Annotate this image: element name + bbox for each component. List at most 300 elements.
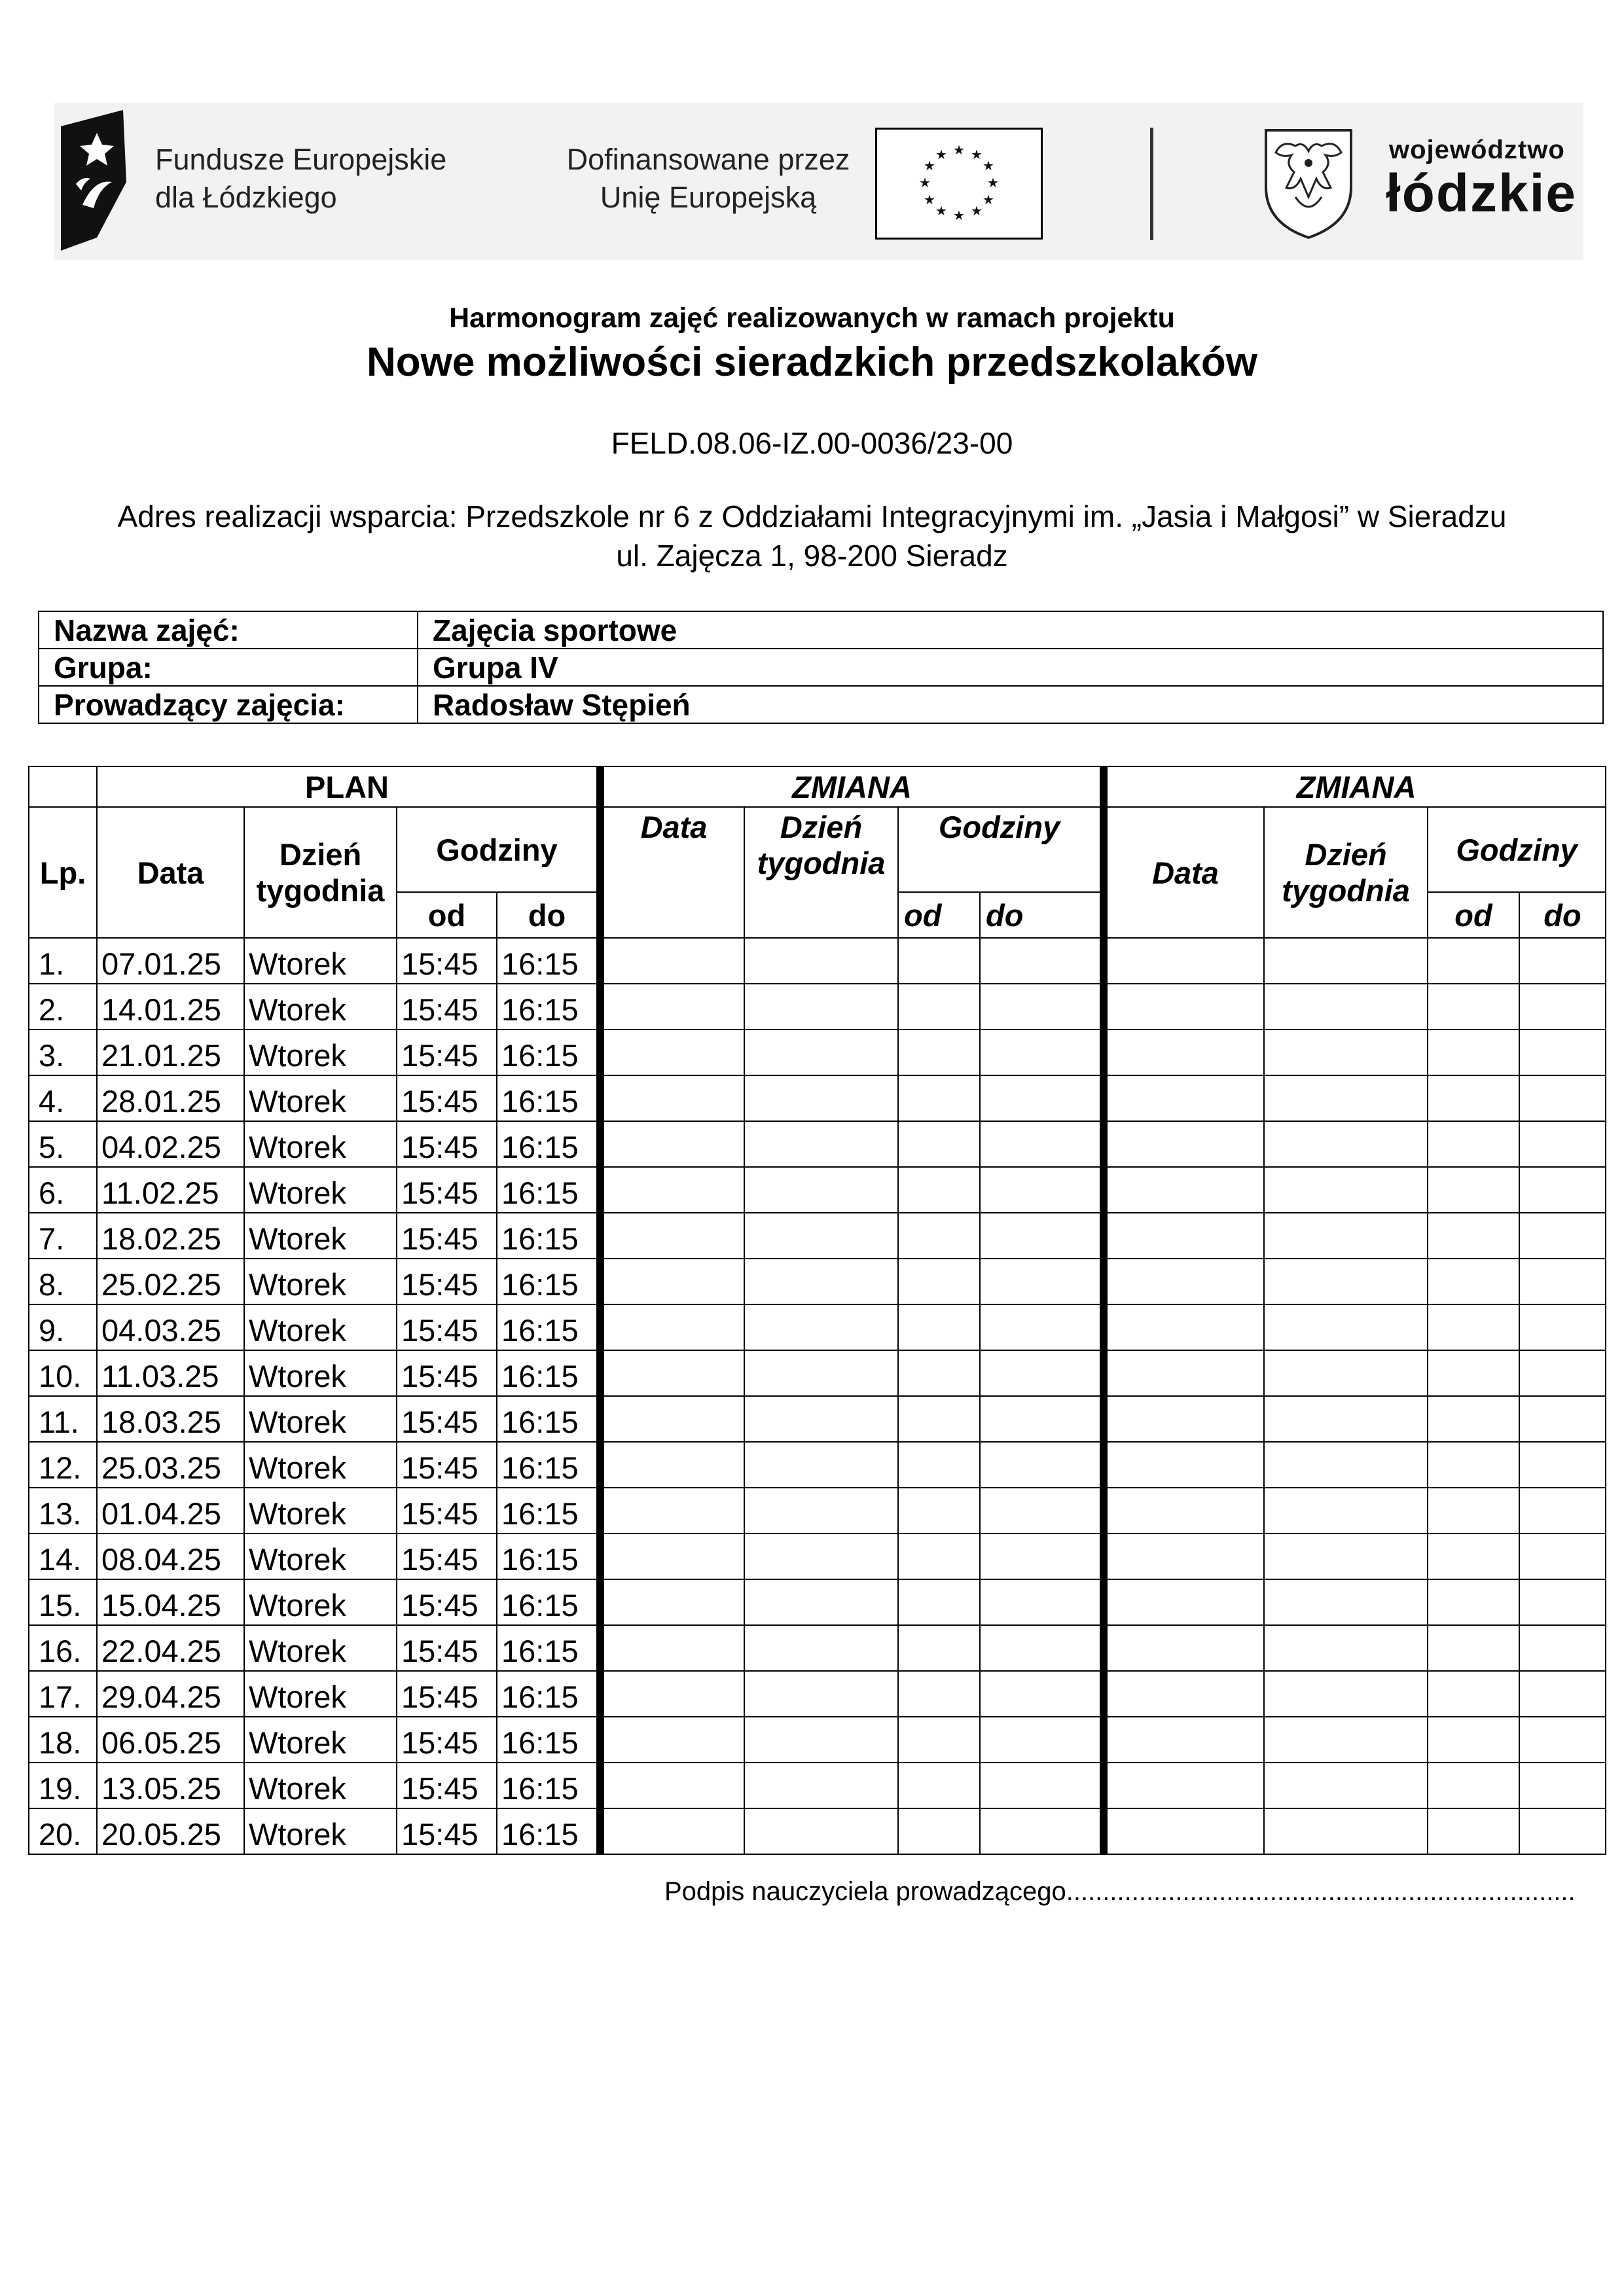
zmiana1-day-cell	[744, 1030, 898, 1075]
svg-text:★: ★	[919, 175, 931, 190]
svg-text:★: ★	[935, 147, 947, 162]
zmiana1-to-cell	[980, 1304, 1104, 1350]
zmiana1-from-cell	[898, 1671, 980, 1717]
lp-cell: 20.	[29, 1808, 97, 1854]
date-cell: 14.01.25	[97, 984, 244, 1030]
date-cell: 11.02.25	[97, 1167, 244, 1213]
document-subtitle: Harmonogram zajęć realizowanych w ramach projektu	[449, 302, 1175, 334]
zmiana2-day-cell	[1264, 1671, 1428, 1717]
zmiana1-to-cell	[980, 1488, 1104, 1534]
zmiana1-to-cell	[980, 1717, 1104, 1763]
zmiana2-to-cell	[1519, 1671, 1606, 1717]
zmiana1-to-header: do	[980, 892, 1104, 938]
schedule-subheader-row	[29, 807, 1606, 892]
zmiana1-day-cell	[744, 1625, 898, 1671]
zmiana1-to-cell	[980, 1396, 1104, 1442]
zmiana1-day-cell	[744, 1763, 898, 1808]
svg-text:★: ★	[953, 142, 965, 158]
zmiana2-to-cell	[1519, 1121, 1606, 1167]
zmiana1-day-cell	[744, 1213, 898, 1259]
zmiana1-day-cell	[744, 1396, 898, 1442]
schedule-row	[29, 1213, 1606, 1259]
zmiana2-from-cell	[1428, 1167, 1519, 1213]
date-cell: 29.04.25	[97, 1671, 244, 1717]
to-cell: 16:15	[497, 1121, 600, 1167]
schedule-body	[29, 938, 1606, 1854]
zmiana1-day-cell	[744, 1304, 898, 1350]
zmiana2-to-cell	[1519, 1350, 1606, 1396]
zmiana1-from-header: od	[898, 892, 980, 938]
zmiana1-date-cell	[600, 1259, 744, 1304]
zmiana2-from-cell	[1428, 1488, 1519, 1534]
lp-cell: 1.	[29, 938, 97, 984]
zmiana1-to-cell	[980, 1259, 1104, 1304]
from-cell: 15:45	[397, 984, 497, 1030]
zmiana1-day-cell	[744, 1671, 898, 1717]
svg-text:★: ★	[924, 158, 935, 173]
lp-cell: 2.	[29, 984, 97, 1030]
zmiana1-date-cell	[600, 1717, 744, 1763]
info-value: Radosław Stępień	[418, 686, 1603, 723]
zmiana1-date-cell	[600, 1625, 744, 1671]
eu-flag-icon	[875, 128, 1043, 240]
zmiana2-day-cell	[1264, 1350, 1428, 1396]
fundusze-europejskie-text: Fundusze Europejskie dla Łódzkiego	[155, 143, 447, 214]
project-reference: FELD.08.06-IZ.00-0036/23-00	[611, 426, 1013, 460]
day-cell: Wtorek	[244, 1717, 397, 1763]
zmiana2-date-header: Data	[1104, 807, 1264, 938]
schedule-row	[29, 1121, 1606, 1167]
zmiana2-day-cell	[1264, 1167, 1428, 1213]
lp-cell: 7.	[29, 1213, 97, 1259]
from-cell: 15:45	[397, 938, 497, 984]
zmiana1-to-cell	[980, 1534, 1104, 1579]
zmiana1-to-cell	[980, 1671, 1104, 1717]
zmiana2-to-cell	[1519, 938, 1606, 984]
zmiana2-date-cell	[1104, 1259, 1264, 1304]
zmiana2-day-cell	[1264, 1579, 1428, 1625]
zmiana2-from-cell	[1428, 1671, 1519, 1717]
plan-to-header: do	[497, 892, 600, 938]
from-cell: 15:45	[397, 1121, 497, 1167]
schedule-row	[29, 1671, 1606, 1717]
logo-divider	[1150, 128, 1153, 240]
zmiana2-from-cell	[1428, 1534, 1519, 1579]
zmiana1-from-cell	[898, 1625, 980, 1671]
info-label: Nazwa zajęć:	[39, 611, 418, 649]
zmiana1-to-cell	[980, 938, 1104, 984]
zmiana2-from-cell	[1428, 1808, 1519, 1854]
svg-text:★: ★	[935, 203, 947, 219]
date-cell: 18.02.25	[97, 1213, 244, 1259]
zmiana1-from-cell	[898, 1030, 980, 1075]
day-cell: Wtorek	[244, 1304, 397, 1350]
schedule-row	[29, 1808, 1606, 1854]
zmiana2-from-cell	[1428, 1396, 1519, 1442]
zmiana1-date-cell	[600, 1671, 744, 1717]
day-cell: Wtorek	[244, 1534, 397, 1579]
to-cell: 16:15	[497, 1030, 600, 1075]
zmiana2-date-cell	[1104, 984, 1264, 1030]
zmiana2-day-header: Dzień tygodnia	[1264, 807, 1428, 938]
day-cell: Wtorek	[244, 1579, 397, 1625]
to-cell: 16:15	[497, 1625, 600, 1671]
schedule-row	[29, 1534, 1606, 1579]
zmiana1-date-cell	[600, 1579, 744, 1625]
date-cell: 28.01.25	[97, 1075, 244, 1121]
zmiana2-to-cell	[1519, 1304, 1606, 1350]
svg-text:★: ★	[983, 158, 994, 173]
schedule-row	[29, 1304, 1606, 1350]
from-cell: 15:45	[397, 1534, 497, 1579]
zmiana2-date-cell	[1104, 1121, 1264, 1167]
zmiana1-date-cell	[600, 984, 744, 1030]
zmiana1-to-cell	[980, 1167, 1104, 1213]
schedule-row	[29, 1030, 1606, 1075]
zmiana1-day-cell	[744, 1534, 898, 1579]
day-cell: Wtorek	[244, 1213, 397, 1259]
date-cell: 08.04.25	[97, 1534, 244, 1579]
zmiana2-to-cell	[1519, 1579, 1606, 1625]
zmiana2-from-cell	[1428, 1030, 1519, 1075]
to-cell: 16:15	[497, 1259, 600, 1304]
day-cell: Wtorek	[244, 1350, 397, 1396]
zmiana1-from-cell	[898, 1350, 980, 1396]
schedule-row	[29, 1396, 1606, 1442]
lp-cell: 15.	[29, 1579, 97, 1625]
zmiana2-date-cell	[1104, 1396, 1264, 1442]
from-cell: 15:45	[397, 1625, 497, 1671]
zmiana1-to-cell	[980, 1075, 1104, 1121]
zmiana2-from-cell	[1428, 1579, 1519, 1625]
day-cell: Wtorek	[244, 1625, 397, 1671]
schedule-header-row	[29, 766, 1606, 807]
zmiana2-day-cell	[1264, 1304, 1428, 1350]
date-cell: 22.04.25	[97, 1625, 244, 1671]
schedule-row	[29, 1763, 1606, 1808]
zmiana2-from-cell	[1428, 984, 1519, 1030]
zmiana2-day-cell	[1264, 1396, 1428, 1442]
zmiana2-day-cell	[1264, 1121, 1428, 1167]
plan-day-header: Dzień tygodnia	[244, 807, 397, 938]
zmiana2-from-cell	[1428, 1213, 1519, 1259]
to-cell: 16:15	[497, 1488, 600, 1534]
zmiana2-from-cell	[1428, 1717, 1519, 1763]
day-cell: Wtorek	[244, 1259, 397, 1304]
zmiana1-from-cell	[898, 1763, 980, 1808]
date-cell: 13.05.25	[97, 1763, 244, 1808]
zmiana1-to-cell	[980, 1213, 1104, 1259]
from-cell: 15:45	[397, 1579, 497, 1625]
lp-cell: 10.	[29, 1350, 97, 1396]
zmiana2-hours-header: Godziny	[1428, 807, 1606, 892]
zmiana2-day-cell	[1264, 1259, 1428, 1304]
from-cell: 15:45	[397, 1488, 497, 1534]
from-cell: 15:45	[397, 1030, 497, 1075]
schedule-row	[29, 938, 1606, 984]
info-label: Grupa:	[39, 649, 418, 686]
zmiana2-from-header: od	[1428, 892, 1519, 938]
zmiana1-from-cell	[898, 1717, 980, 1763]
zmiana1-from-cell	[898, 1167, 980, 1213]
lp-cell: 17.	[29, 1671, 97, 1717]
info-row	[39, 649, 1603, 686]
header-blank-cell	[29, 766, 97, 807]
day-cell: Wtorek	[244, 1808, 397, 1854]
zmiana1-day-cell	[744, 984, 898, 1030]
day-cell: Wtorek	[244, 1030, 397, 1075]
zmiana1-date-header: Data	[600, 807, 744, 938]
zmiana1-date-cell	[600, 1075, 744, 1121]
zmiana2-to-cell	[1519, 1213, 1606, 1259]
zmiana2-day-cell	[1264, 1534, 1428, 1579]
zmiana1-to-cell	[980, 1808, 1104, 1854]
to-cell: 16:15	[497, 1763, 600, 1808]
info-row	[39, 686, 1603, 723]
info-value: Grupa IV	[418, 649, 1603, 686]
to-cell: 16:15	[497, 1534, 600, 1579]
lp-cell: 13.	[29, 1488, 97, 1534]
class-info-table	[38, 611, 1604, 724]
zmiana2-to-cell	[1519, 984, 1606, 1030]
zmiana1-day-cell	[744, 938, 898, 984]
from-cell: 15:45	[397, 1442, 497, 1488]
zmiana2-from-cell	[1428, 1121, 1519, 1167]
zmiana1-from-cell	[898, 938, 980, 984]
date-cell: 06.05.25	[97, 1717, 244, 1763]
lp-cell: 18.	[29, 1717, 97, 1763]
date-cell: 01.04.25	[97, 1488, 244, 1534]
zmiana1-from-cell	[898, 1808, 980, 1854]
zmiana1-day-cell	[744, 1075, 898, 1121]
schedule-row	[29, 1488, 1606, 1534]
schedule-row	[29, 1259, 1606, 1304]
day-cell: Wtorek	[244, 984, 397, 1030]
zmiana1-day-cell	[744, 1442, 898, 1488]
zmiana1-date-cell	[600, 1350, 744, 1396]
zmiana2-from-cell	[1428, 1075, 1519, 1121]
from-cell: 15:45	[397, 1717, 497, 1763]
zmiana1-day-cell	[744, 1717, 898, 1763]
day-cell: Wtorek	[244, 1075, 397, 1121]
zmiana2-day-cell	[1264, 1075, 1428, 1121]
zmiana1-date-cell	[600, 1213, 744, 1259]
zmiana1-to-cell	[980, 1579, 1104, 1625]
from-cell: 15:45	[397, 1259, 497, 1304]
zmiana2-date-cell	[1104, 1625, 1264, 1671]
zmiana1-from-cell	[898, 984, 980, 1030]
schedule-row	[29, 1075, 1606, 1121]
zmiana2-from-cell	[1428, 1350, 1519, 1396]
zmiana2-to-cell	[1519, 1442, 1606, 1488]
zmiana2-to-cell	[1519, 1534, 1606, 1579]
lp-cell: 14.	[29, 1534, 97, 1579]
day-cell: Wtorek	[244, 1442, 397, 1488]
zmiana2-day-cell	[1264, 1488, 1428, 1534]
zmiana1-to-cell	[980, 1121, 1104, 1167]
address-line-2: ul. Zajęcza 1, 98-200 Sieradz	[616, 539, 1008, 573]
day-cell: Wtorek	[244, 1396, 397, 1442]
from-cell: 15:45	[397, 1671, 497, 1717]
lp-cell: 6.	[29, 1167, 97, 1213]
lp-header: Lp.	[29, 807, 97, 938]
day-cell: Wtorek	[244, 1121, 397, 1167]
zmiana2-date-cell	[1104, 1579, 1264, 1625]
zmiana2-date-cell	[1104, 1442, 1264, 1488]
zmiana2-day-cell	[1264, 938, 1428, 984]
zmiana2-from-cell	[1428, 1259, 1519, 1304]
zmiana2-to-cell	[1519, 1396, 1606, 1442]
zmiana1-date-cell	[600, 1167, 744, 1213]
schedule-row	[29, 1625, 1606, 1671]
lp-cell: 16.	[29, 1625, 97, 1671]
zmiana2-to-header: do	[1519, 892, 1606, 938]
to-cell: 16:15	[497, 1717, 600, 1763]
zmiana1-day-cell	[744, 1488, 898, 1534]
zmiana-header-1: ZMIANA	[600, 766, 1104, 807]
plan-from-header: od	[397, 892, 497, 938]
zmiana1-to-cell	[980, 1030, 1104, 1075]
zmiana2-from-cell	[1428, 1304, 1519, 1350]
zmiana2-day-cell	[1264, 984, 1428, 1030]
zmiana1-to-cell	[980, 1350, 1104, 1396]
lp-cell: 12.	[29, 1442, 97, 1488]
lodzkie-coat-of-arms-icon	[1259, 125, 1358, 246]
zmiana1-from-cell	[898, 1579, 980, 1625]
zmiana1-day-cell	[744, 1259, 898, 1304]
logo-strip	[54, 103, 1583, 260]
zmiana1-from-cell	[898, 1121, 980, 1167]
date-cell: 07.01.25	[97, 938, 244, 984]
zmiana2-date-cell	[1104, 1488, 1264, 1534]
zmiana2-date-cell	[1104, 1030, 1264, 1075]
day-cell: Wtorek	[244, 938, 397, 984]
plan-header: PLAN	[97, 766, 600, 807]
svg-text:★: ★	[953, 207, 965, 223]
zmiana2-to-cell	[1519, 1717, 1606, 1763]
from-cell: 15:45	[397, 1350, 497, 1396]
date-cell: 15.04.25	[97, 1579, 244, 1625]
zmiana2-to-cell	[1519, 1259, 1606, 1304]
zmiana2-date-cell	[1104, 1671, 1264, 1717]
schedule-row	[29, 1167, 1606, 1213]
zmiana1-date-cell	[600, 1304, 744, 1350]
svg-text:★: ★	[983, 192, 994, 207]
zmiana2-to-cell	[1519, 1625, 1606, 1671]
zmiana1-day-cell	[744, 1167, 898, 1213]
zmiana2-date-cell	[1104, 1075, 1264, 1121]
zmiana2-date-cell	[1104, 1534, 1264, 1579]
zmiana2-date-cell	[1104, 1763, 1264, 1808]
date-cell: 25.03.25	[97, 1442, 244, 1488]
svg-text:★: ★	[987, 175, 999, 190]
info-row	[39, 611, 1603, 649]
lp-cell: 8.	[29, 1259, 97, 1304]
from-cell: 15:45	[397, 1167, 497, 1213]
from-cell: 15:45	[397, 1808, 497, 1854]
to-cell: 16:15	[497, 1304, 600, 1350]
zmiana2-to-cell	[1519, 1488, 1606, 1534]
zmiana2-day-cell	[1264, 1763, 1428, 1808]
day-cell: Wtorek	[244, 1671, 397, 1717]
schedule-table	[28, 766, 1606, 1855]
day-cell: Wtorek	[244, 1167, 397, 1213]
zmiana1-from-cell	[898, 1259, 980, 1304]
date-cell: 04.02.25	[97, 1121, 244, 1167]
info-value: Zajęcia sportowe	[418, 611, 1603, 649]
zmiana2-from-cell	[1428, 1442, 1519, 1488]
zmiana2-to-cell	[1519, 1808, 1606, 1854]
zmiana1-date-cell	[600, 1121, 744, 1167]
zmiana1-date-cell	[600, 1534, 744, 1579]
zmiana1-from-cell	[898, 1442, 980, 1488]
zmiana2-date-cell	[1104, 938, 1264, 984]
schedule-row	[29, 1579, 1606, 1625]
to-cell: 16:15	[497, 1167, 600, 1213]
zmiana1-date-cell	[600, 1808, 744, 1854]
zmiana2-date-cell	[1104, 1213, 1264, 1259]
zmiana2-day-cell	[1264, 1808, 1428, 1854]
to-cell: 16:15	[497, 938, 600, 984]
zmiana2-date-cell	[1104, 1304, 1264, 1350]
date-cell: 20.05.25	[97, 1808, 244, 1854]
zmiana2-day-cell	[1264, 1213, 1428, 1259]
zmiana1-from-cell	[898, 1488, 980, 1534]
plan-hours-header: Godziny	[397, 807, 600, 892]
to-cell: 16:15	[497, 1075, 600, 1121]
zmiana1-day-cell	[744, 1350, 898, 1396]
fundusze-europejskie-logo-icon	[58, 107, 136, 260]
lp-cell: 11.	[29, 1396, 97, 1442]
zmiana1-date-cell	[600, 1030, 744, 1075]
wojewodztwo-text: województwo	[1389, 135, 1565, 164]
zmiana1-day-cell	[744, 1808, 898, 1854]
zmiana1-to-cell	[980, 1625, 1104, 1671]
to-cell: 16:15	[497, 984, 600, 1030]
date-cell: 25.02.25	[97, 1259, 244, 1304]
zmiana1-to-cell	[980, 1763, 1104, 1808]
day-cell: Wtorek	[244, 1488, 397, 1534]
to-cell: 16:15	[497, 1579, 600, 1625]
date-cell: 18.03.25	[97, 1396, 244, 1442]
zmiana2-date-cell	[1104, 1350, 1264, 1396]
to-cell: 16:15	[497, 1808, 600, 1854]
zmiana2-date-cell	[1104, 1717, 1264, 1763]
zmiana1-to-cell	[980, 1442, 1104, 1488]
zmiana2-to-cell	[1519, 1030, 1606, 1075]
zmiana2-from-cell	[1428, 1763, 1519, 1808]
day-cell: Wtorek	[244, 1763, 397, 1808]
zmiana1-date-cell	[600, 1488, 744, 1534]
from-cell: 15:45	[397, 1075, 497, 1121]
lp-cell: 3.	[29, 1030, 97, 1075]
zmiana1-from-cell	[898, 1075, 980, 1121]
to-cell: 16:15	[497, 1213, 600, 1259]
date-cell: 04.03.25	[97, 1304, 244, 1350]
zmiana2-to-cell	[1519, 1075, 1606, 1121]
from-cell: 15:45	[397, 1396, 497, 1442]
from-cell: 15:45	[397, 1304, 497, 1350]
schedule-row	[29, 1442, 1606, 1488]
zmiana1-day-header: Dzień tygodnia	[744, 807, 898, 938]
date-cell: 21.01.25	[97, 1030, 244, 1075]
schedule-row	[29, 1350, 1606, 1396]
zmiana1-date-cell	[600, 1763, 744, 1808]
zmiana1-from-cell	[898, 1396, 980, 1442]
zmiana1-from-cell	[898, 1304, 980, 1350]
date-cell: 11.03.25	[97, 1350, 244, 1396]
teacher-signature-line: Podpis nauczyciela prowadzącego......................................................................	[664, 1877, 1576, 1906]
